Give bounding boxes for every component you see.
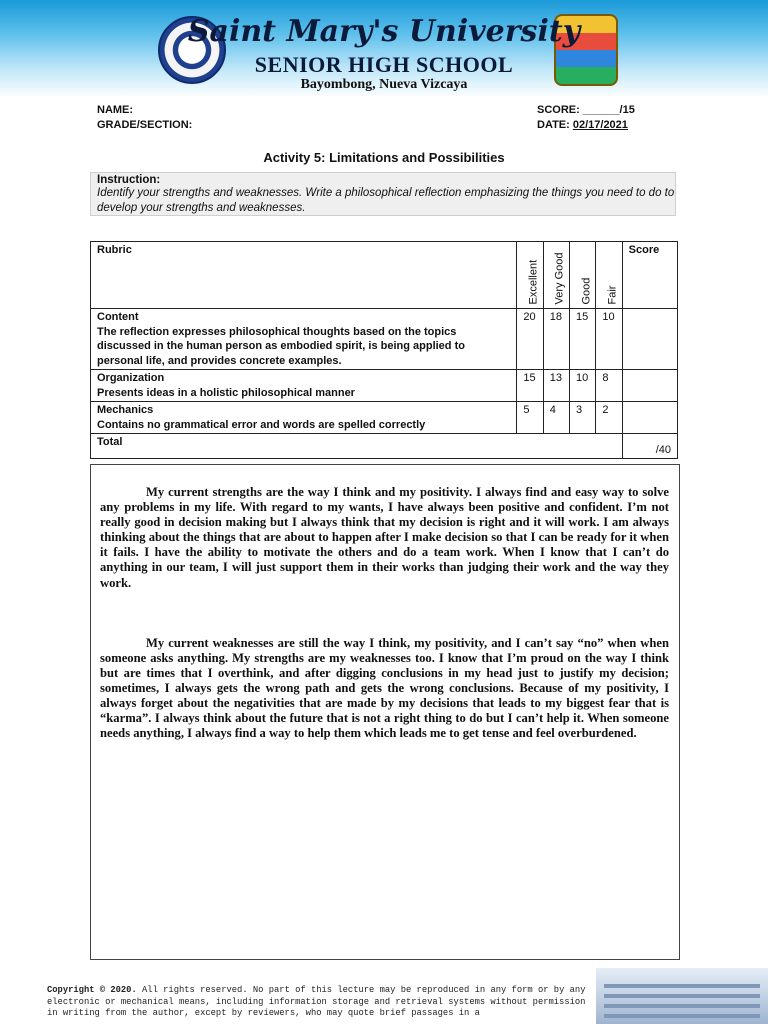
score-cell: 5: [517, 402, 543, 434]
criterion-desc: The reflection expresses philosophical thoughts based on the topics discussed in the human person as embodied spirit, is being applied to personal life, and provides concrete examples.: [97, 325, 465, 367]
building-image: [596, 968, 768, 1024]
total-row: [91, 434, 678, 459]
fair-header: Fair: [596, 242, 622, 309]
copyright-text: All rights reserved. No part of this lecture may be reproduced in any form or by any electronic or mechanical means, including information storage and retrieval systems without permission in writing from the author, except by reviewers, who may quote brief passages in a: [47, 985, 586, 1018]
rubric-header-row: [91, 242, 678, 309]
instruction-label: Instruction:: [97, 174, 161, 186]
very-good-header: Very Good: [543, 242, 569, 309]
score-blank: [622, 309, 677, 370]
date-field: [537, 119, 628, 131]
date-value: 02/17/2021: [572, 119, 628, 131]
rubric-criterion: [91, 309, 517, 370]
criterion-desc: Contains no grammatical error and words are spelled correctly: [97, 418, 426, 431]
score-cell: 15: [570, 309, 596, 370]
table-row: [91, 309, 678, 370]
rubric-criterion: [91, 402, 517, 434]
activity-title: Activity 5: Limitations and Possibilities: [263, 150, 505, 165]
score-blank: [622, 370, 677, 402]
rubric-header: Rubric: [91, 242, 517, 309]
score-cell: 4: [543, 402, 569, 434]
instruction-box: [90, 172, 676, 216]
essay-paragraph-weaknesses: My current weaknesses are still the way I think, my positivity, and I can’t say “no” when when someone asks anything. My strengths are my weaknesses too. I know that I’m proud on the way I think but are times that I overthink, and after digging conclusions in my head just to justify my decision; sometimes, I always gets the wrong path and gets the wrong conclusions. Because of my positivity, I always forget about the negativities that are made by my decisions that leads to my biggest fear that is “karma”. I always think about the future that is not a right thing to do but I can’t help it. When someone needs anything, I always find a way to help them which leads me to get tense and feel overburdened.: [100, 635, 669, 741]
score-cell: 10: [596, 309, 622, 370]
instruction-text: Identify your strengths and weaknesses. Write a philosophical reflection emphasizing the things you need to do to develop your strengths and weaknesses.: [97, 187, 675, 214]
score-cell: 10: [570, 370, 596, 402]
score-cell: 2: [596, 402, 622, 434]
score-cell: 15: [517, 370, 543, 402]
essay-paragraph-strengths: My current strengths are the way I think and my positivity. I always find and easy way to solve any problems in my life. With regard to my wants, I have always been positive and confident. I’m not really good in decision making but I always think that my decision is right and it will work. I am always thinking about the things that are about to happen after I make decision so that I can be ready for it when it fails. I have the ability to motivate the others and do a team work. When I know that I can’t do anything in our team, I will just support them in their works than judging their work and the way they work.: [100, 485, 669, 590]
grade-section-label: GRADE/SECTION:: [97, 119, 193, 131]
criterion-title: Organization: [97, 372, 165, 384]
score-header: Score: [622, 242, 677, 309]
reflection-essay: [90, 464, 680, 960]
school-name: SENIOR HIGH SCHOOL: [254, 52, 514, 77]
score-cell: 8: [596, 370, 622, 402]
total-value: /40: [622, 434, 677, 459]
university-name: Saint Mary's University: [187, 14, 581, 49]
copyright-label: Copyright © 2020.: [47, 985, 137, 995]
name-label: NAME:: [97, 104, 134, 116]
score-cell: 3: [570, 402, 596, 434]
score-label: SCORE: ______/15: [537, 104, 635, 116]
table-row: [91, 402, 678, 434]
school-location: Bayombong, Nueva Vizcaya: [300, 77, 468, 92]
criterion-title: Mechanics: [97, 404, 154, 416]
score-blank: [622, 402, 677, 434]
table-row: [91, 370, 678, 402]
rubric-table: [90, 241, 678, 459]
good-header: Good: [570, 242, 596, 309]
score-cell: 13: [543, 370, 569, 402]
score-cell: 18: [543, 309, 569, 370]
excellent-header: Excellent: [517, 242, 543, 309]
rubric-criterion: [91, 370, 517, 402]
criterion-title: Content: [97, 311, 139, 323]
copyright-footer: [47, 985, 587, 1020]
date-label: DATE:: [537, 119, 570, 131]
total-label: Total: [91, 434, 623, 459]
score-cell: 20: [517, 309, 543, 370]
criterion-desc: Presents ideas in a holistic philosophical manner: [97, 386, 355, 399]
